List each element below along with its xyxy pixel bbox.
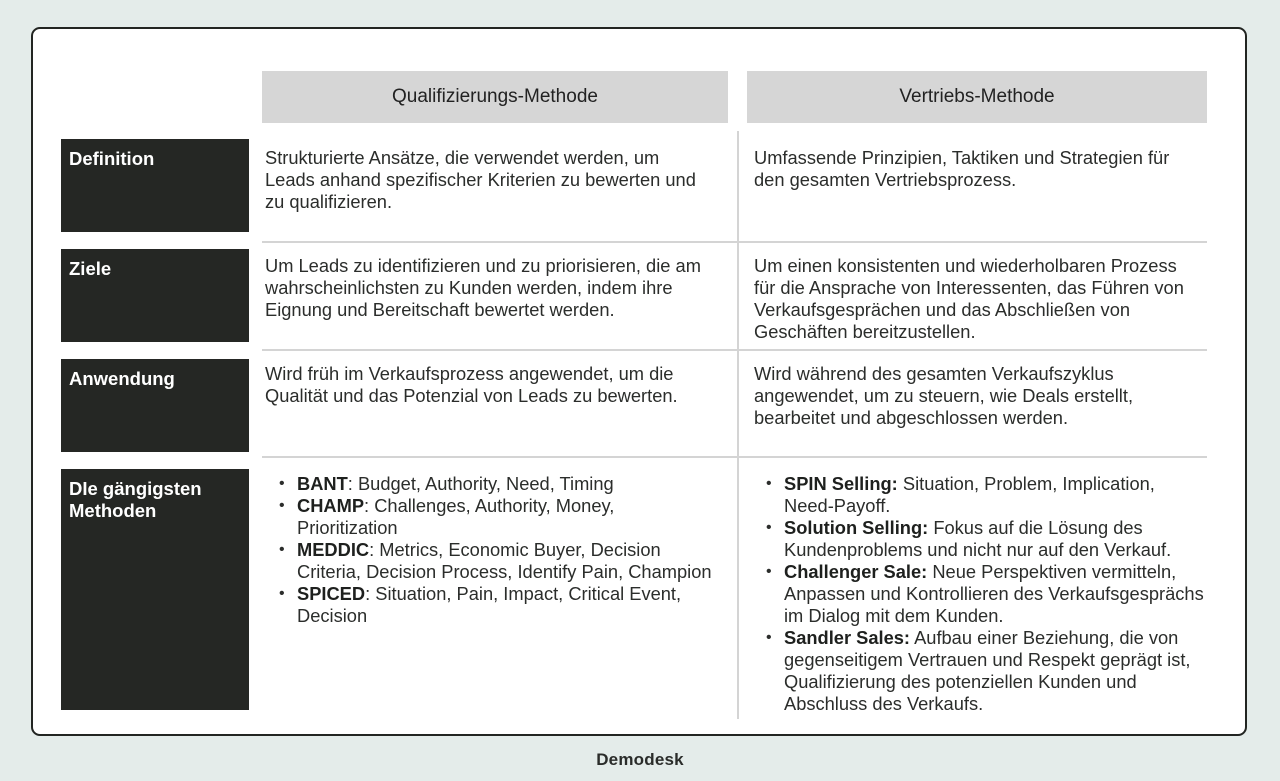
method-name: SPIN Selling: [784,473,898,494]
row-label-application [61,359,249,452]
row-label-goals [61,249,249,342]
list-item: • MEDDIC: Metrics, Economic Buyer, Decision Criteria, Decision Process, Identify Pain, Champion [276,539,716,583]
brand-name: Demodesk [596,750,684,769]
column-header-sales [747,71,1207,123]
row-divider [262,349,1207,351]
cell-methods-sales [763,473,1208,715]
row-label-goals-text: Ziele [69,258,112,279]
column-header-sales-label: Vertriebs-Methode [899,86,1055,107]
list-item: • SPICED: Situation, Pain, Impact, Critical Event, Decision [276,583,716,627]
list-item [763,561,1208,627]
brand-logo [0,750,1280,770]
method-description: Budget, Authority, Need, Timing [357,473,614,494]
method-description: Metrics, Economic Buyer, Decision Criteria, Decision Process, Identify Pain, Champion [297,539,712,582]
list-item [763,627,1208,715]
method-description: Aufbau einer Beziehung, die von gegenseitigem Vertrauen und Respekt geprägt ist, Qualifizierung des potenziellen Kunden und Abschluss des Verkaufs. [784,627,1191,714]
column-header-qualification-label: Qualifizierungs-Methode [392,86,598,107]
cell-application-sales: Wird während des gesamten Verkaufszyklus angewendet, um zu steuern, wie Deals erstellt, bearbeitet und abgeschlossen werden. [754,363,1134,428]
comparison-card [31,27,1247,736]
method-name: Solution Selling: [784,517,929,538]
method-name: BANT [297,473,348,494]
method-description: Situation, Pain, Impact, Critical Event, Decision [297,583,682,626]
row-divider [262,456,1207,458]
cell-goals-qualification: Um Leads zu identifizieren und zu priorisieren, die am wahrscheinlichsten zu Kunden werden, indem ihre Eignung und Bereitschaft bewertet werden. [265,255,701,320]
cell-methods-qualification [276,473,716,627]
list-item [763,473,1208,517]
method-description: Situation, Problem, Implication, Need-Payoff. [784,473,1155,516]
method-description: Challenges, Authority, Money, Prioritization [297,495,615,538]
list-item [763,517,1208,561]
row-label-methods-text: DIe gängigsten Methoden [69,478,202,521]
method-description: Neue Perspektiven vermitteln, Anpassen und Kontrollieren des Verkaufsgesprächs im Dialog mit dem Kunden. [784,561,1204,626]
method-name: SPICED [297,583,366,604]
row-divider [262,241,1207,243]
list-item: • CHAMP: Challenges, Authority, Money, Prioritization [276,495,716,539]
column-header-qualification [262,71,728,123]
method-name: Challenger Sale: [784,561,928,582]
cell-definition-qualification: Strukturierte Ansätze, die verwendet werden, um Leads anhand spezifischer Kriterien zu bewerten und zu qualifizieren. [265,147,696,212]
sales-methods-list [763,473,1208,715]
list-item: • BANT: Budget, Authority, Need, Timing [276,473,716,495]
method-name: MEDDIC [297,539,370,560]
row-label-definition [61,139,249,232]
row-label-application-text: Anwendung [69,368,175,389]
cell-definition-sales: Umfassende Prinzipien, Taktiken und Strategien für den gesamten Vertriebsprozess. [754,147,1170,190]
qualification-methods-list [276,473,716,627]
method-description: Fokus auf die Lösung des Kundenproblems und nicht nur auf den Verkauf. [784,517,1172,560]
row-label-definition-text: Definition [69,148,155,169]
method-name: CHAMP [297,495,365,516]
row-label-methods [61,469,249,710]
cell-application-qualification: Wird früh im Verkaufsprozess angewendet, um die Qualität und das Potenzial von Leads zu bewerten. [265,363,678,406]
column-divider [737,131,739,719]
method-name: Sandler Sales: [784,627,910,648]
cell-goals-sales: Um einen konsistenten und wiederholbaren Prozess für die Ansprache von Interessenten, das Führen von Verkaufsgesprächen und das Abschließen von Geschäften bereitzustellen. [754,255,1184,342]
